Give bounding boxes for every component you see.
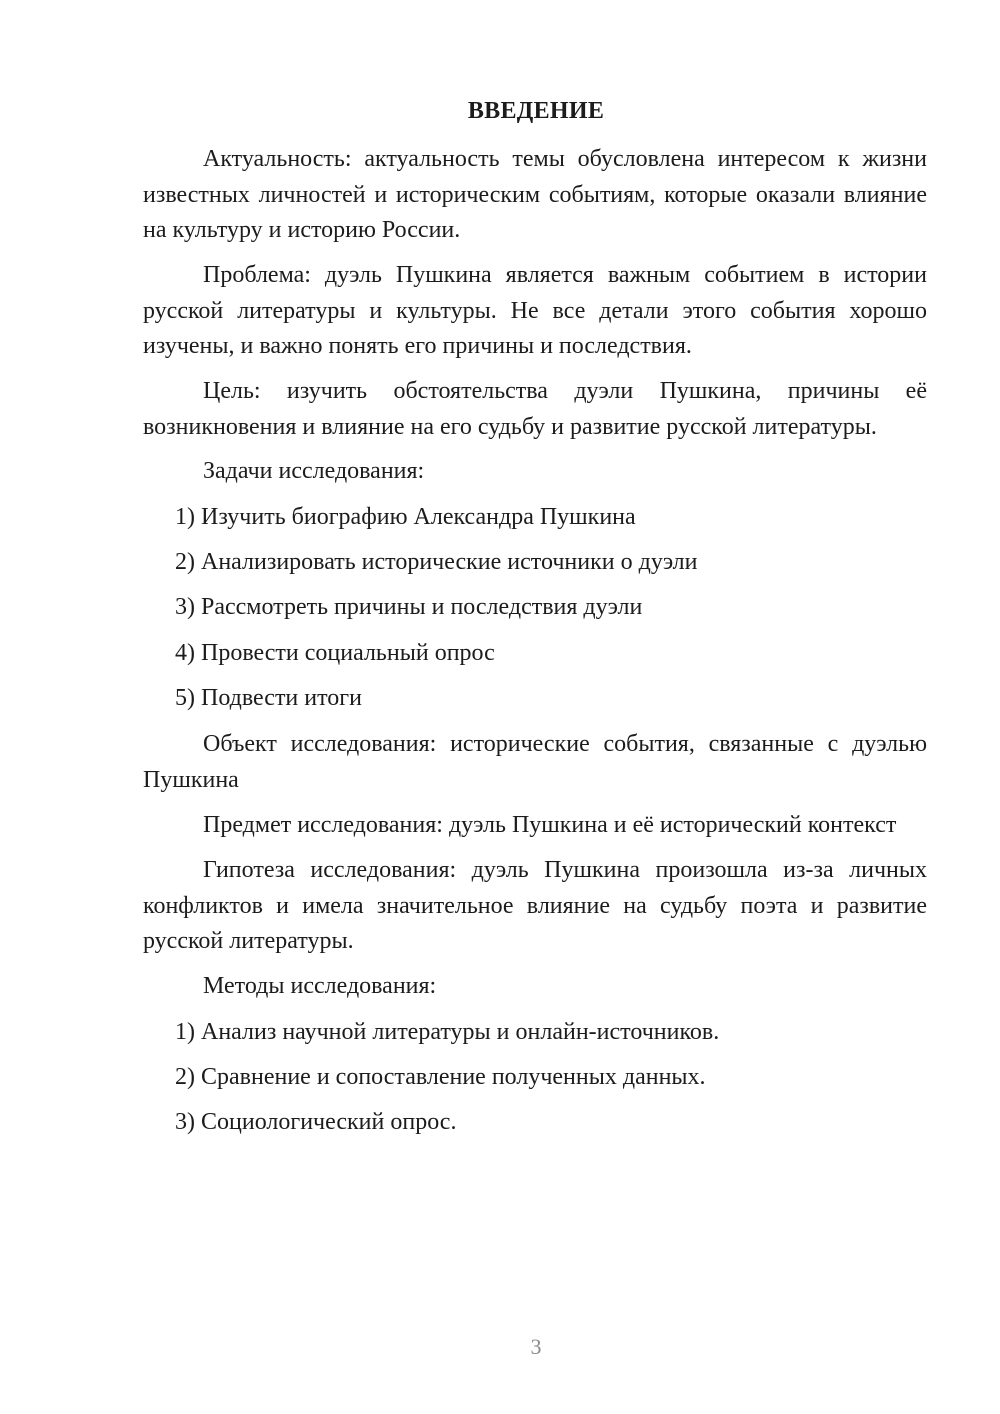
goal-paragraph: Цель: изучить обстоятельства дуэли Пушкина, причины её возникновения и влияние на его судьбу и развитие русской литературы.	[143, 378, 927, 440]
methods-heading: Методы исследования:	[203, 973, 437, 999]
relevance-paragraph: Актуальность: актуальность темы обусловлена интересом к жизни известных личностей и историческим событиям, которые оказали влияние на культуру и историю России.	[143, 146, 927, 243]
object-paragraph: Объект исследования: исторические события, связанные с дуэлью Пушкина	[143, 731, 927, 793]
method-item: 1) Анализ научной литературы и онлайн-источников.	[175, 1019, 720, 1045]
page-number: 3	[530, 1334, 542, 1359]
hypothesis-paragraph: Гипотеза исследования: дуэль Пушкина произошла из-за личных конфликтов и имела значительное влияние на судьбу поэта и развитие русской литературы.	[143, 857, 927, 954]
section-title: ВВЕДЕНИЕ	[467, 98, 605, 124]
task-item: 1) Изучить биографию Александра Пушкина	[175, 504, 636, 530]
task-item: 4) Провести социальный опрос	[175, 640, 495, 666]
problem-paragraph: Проблема: дуэль Пушкина является важным событием в истории русской литературы и культуры. Не все детали этого события хорошо изучены, и важно понять его причины и последствия.	[143, 262, 927, 359]
task-item: 5) Подвести итоги	[175, 685, 362, 711]
task-item: 2) Анализировать исторические источники о дуэли	[175, 549, 698, 575]
method-item: 2) Сравнение и сопоставление полученных данных.	[175, 1064, 706, 1090]
method-item: 3) Социологический опрос.	[175, 1109, 457, 1135]
task-item: 3) Рассмотреть причины и последствия дуэли	[175, 594, 643, 620]
subject-paragraph: Предмет исследования: дуэль Пушкина и её исторический контекст	[203, 812, 897, 838]
tasks-heading: Задачи исследования:	[203, 458, 425, 484]
